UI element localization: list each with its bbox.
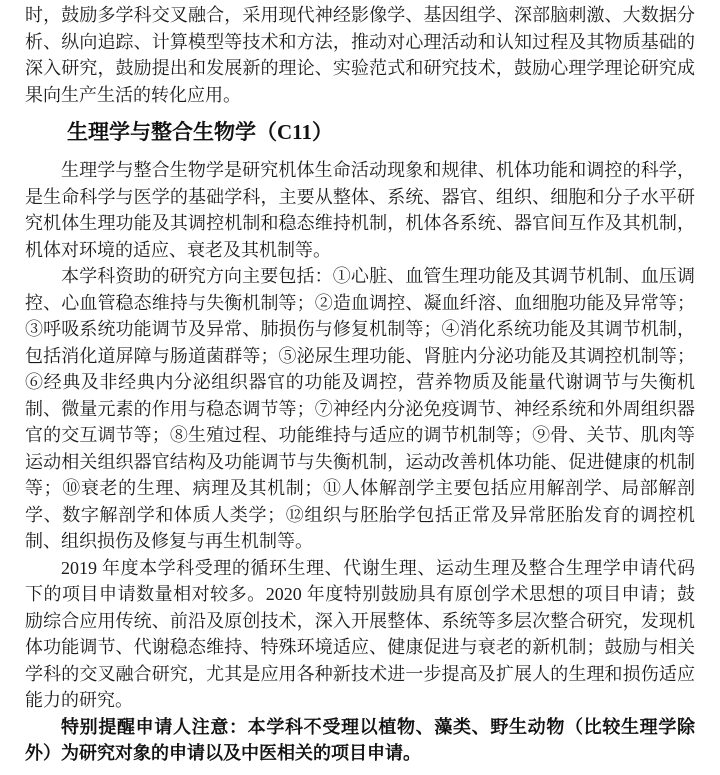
intro-paragraph: 生理学与整合生物学是研究机体生命活动现象和规律、机体功能和调控的科学，是生命科学与医学的基础学科，主要从整体、系统、器官、组织、细胞和分子水平研究机体生理功能及其调控机制和稳态维持机制，机体各系统、器官间互作及其机制，机体对环境的适应、衰老及其机制等。 [25,160,695,260]
continuation-paragraph: 时，鼓励多学科交叉融合，采用现代神经影像学、基因组学、深部脑刺激、大数据分析、纵向追踪、计算模型等技术和方法，推动对心理活动和认知过程及其物质基础的深入研究，鼓励提出和发展新的理论、实验范式和研究技术，鼓励心理学理论研究成果向生产生活的转化应用。 [25,5,695,105]
section-heading-physiology-c11: 生理学与整合生物学（C11） [67,120,334,144]
research-directions-paragraph: 本学科资助的研究方向主要包括：①心脏、血管生理功能及其调节机制、血压调控、心血管稳态维持与失衡机制等；②造血调控、凝血纤溶、血细胞功能及异常等；③呼吸系统功能调节及异常、肺损伤与修复机制等；④消化系统功能及其调节机制，包括消化道屏障与肠道菌群等；⑤泌尿生理功能、肾脏内分泌功能及其调控机制等；⑥经典及非经典内分泌组织器官的功能及调控，营养物质及能量代谢调节与失衡机制、微量元素的作用与稳态调节等；⑦神经内分泌免疫调节、神经系统和外周组织器官的交互调节等；⑧生殖过程、功能维持与适应的调节机制等；⑨骨、关节、肌肉等运动相关组织器官结构及功能调节与失衡机制，运动改善机体功能、促进健康的机制等；⑩衰老的生理、病理及其机制；⑪人体解剖学主要包括应用解剖学、局部解剖学、数字解剖学和体质人类学；⑫组织与胚胎学包括正常及异常胚胎发育的调控机制、组织损伤及修复与再生机制等。 [25,266,695,551]
funding-guidance-paragraph: 2019 年度本学科受理的循环生理、代谢生理、运动生理及整合生理学申请代码下的项目申请数量相对较多。2020 年度特别鼓励具有原创学术思想的项目申请；鼓励综合应用传统、前沿及原创技术，深入开展整体、系统等多层次整合研究，发现机体功能调节、代谢稳态维持、特殊环境适应、健康促进与衰老的新机制；鼓励与相关学科的交叉融合研究，尤其是应用各种新技术进一步提高及扩展人的生理和损伤适应能力的研究。 [25,557,695,710]
special-notice-paragraph: 特别提醒申请人注意：本学科不受理以植物、藻类、野生动物（比较生理学除外）为研究对象的申请以及中医相关的项目申请。 [25,716,695,763]
